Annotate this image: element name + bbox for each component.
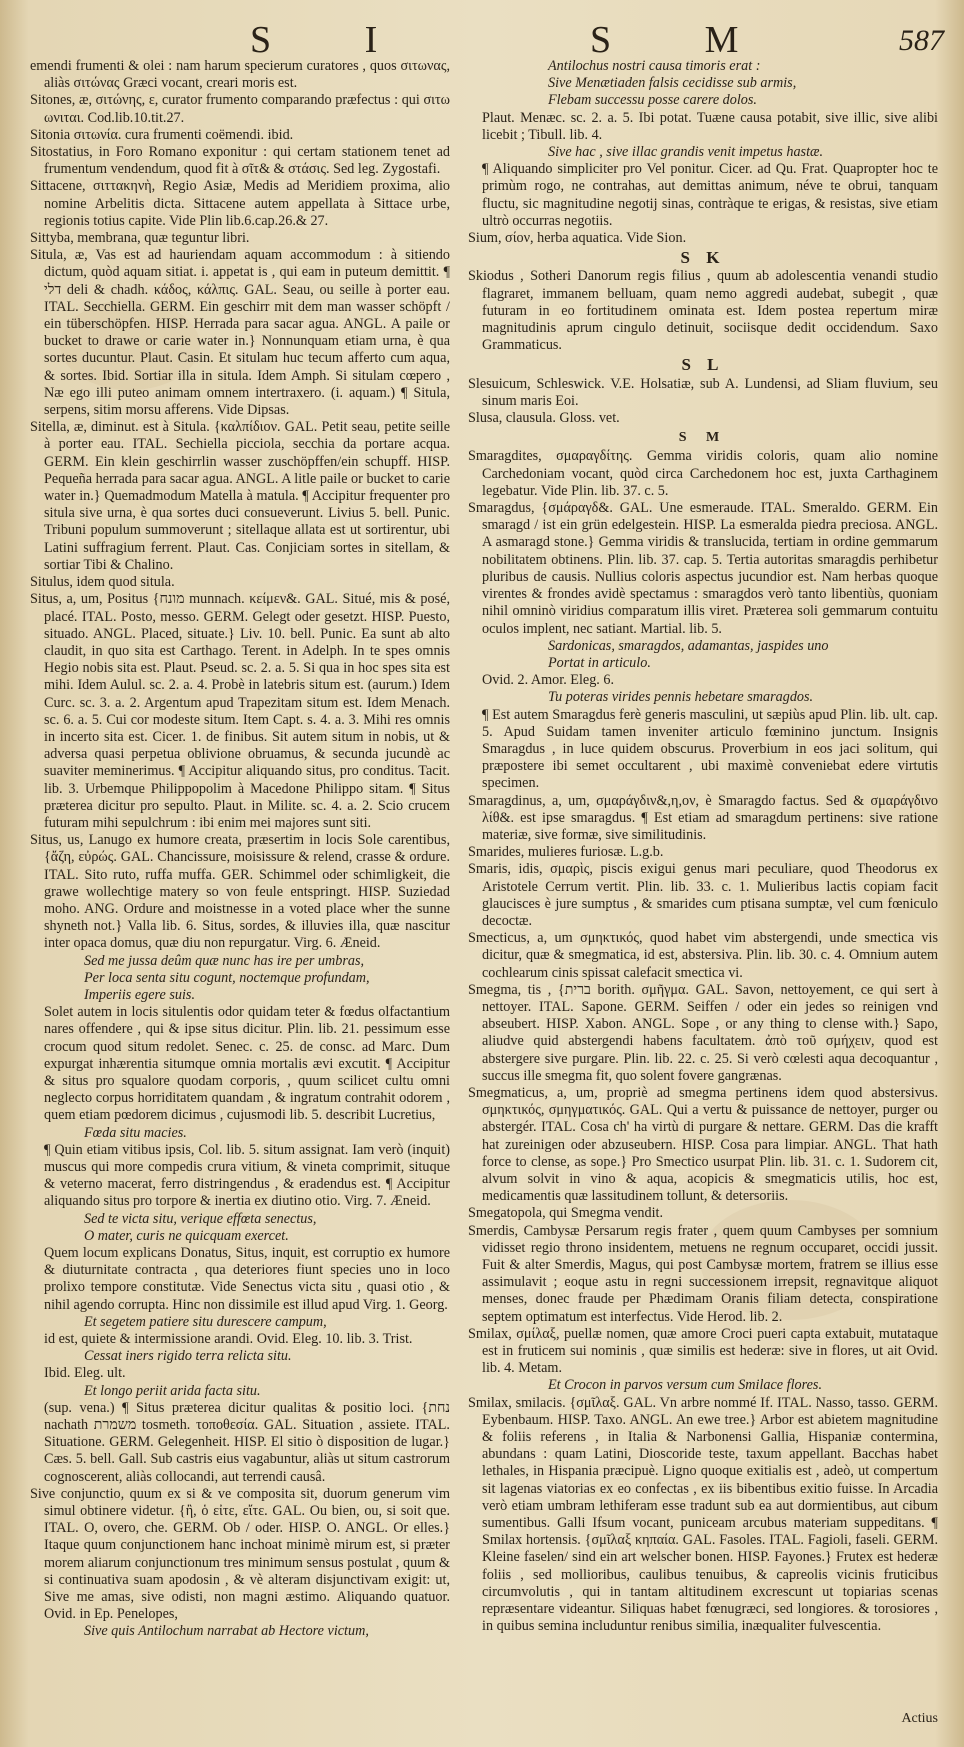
dictionary-entry: id est, quiete & intermissione arandi. Ovid. Eleg. 10. lib. 3. Trist. <box>44 1331 413 1348</box>
dictionary-entry: (sup. vena.) ¶ Situs præterea dicitur qualitas & positio loci. {נחת nachath משמרת tosmeth. τοποθεσία. GAL. Situation , assiete. ITAL. Situatione. GERM. Gelegenheit. HISP. El sitio ò disposition de lugar.} Cæs. 5. bell. Gall. Sub castris eius vagabuntur, aliàs ut situm castrorum cognoscerent, aliàs collocandi, aut terrendi causâ. <box>44 1399 450 1485</box>
dictionary-entry: Sitones, æ, σιτώνης, ε, curator frumento comparando præfectus : qui σιτω ωνιται. Cod.lib.10.tit.27. <box>30 92 450 126</box>
section-heading: S K <box>680 248 726 268</box>
dictionary-entry: Sium, σίον, herba aquatica. Vide Sion. <box>468 230 687 247</box>
dictionary-entry: Solet autem in locis situlentis odor quidam teter & fœdus olfactantium nares offendere , qui & ipse situs dicitur. Plin. lib. 21. pessimum esse crocum quod situm redolet. Senec. c. 25. de consc. ad Marc. Dum expurgat inhærentia situmque omnia mortalis ævi excutit. ¶ Accipitur & situs pro squalore quodam corporis, , quum scilicet cultu omni neglecto corpus horriditatem quandam , & ingratum contrahit odorem , quem etiam pœdorem dicimus , cujusmodi lib. 5. describit Lucretius, <box>44 1004 450 1124</box>
dictionary-entry: Situs, a, um, Positus {מונח munnach. κείμεν&. GAL. Situé, mis & posé, placé. ITAL. Posto, messo. GERM. Gelegt oder gesetzt. HISP. Puesto, situado. ANGL. Placed, situate.} Liv. 10. bell. Punic. Ea sunt ab alto claudit, in quo sita est Carthago. Terent. in Adelph. In te spes omnis Hegio nobis sita est. Plaut. Pseud. sc. 2. a. 5. Si qua in hoc spes sita est mihi. Idem Aulul. sc. 2. a. 4. Probè in latebris situm est. (aurum.) Idem Curc. sc. 3. a. 2. Argentum apud Trapezitam situm est. Idem Menach. sc. 6. a. 5. Cui cor modeste situm. Item Capt. s. 4. a. 3. Mihi res omnis in incerto sita est. Cicer. 1. de finibus. Sit autem situm in nobis, ut & adversa quasi perpetua oblivione obruamus, & secunda jucundè ac suaviter meminerimus. ¶ Accipitur aliquando situs, pro conditus. Tacit. lib. 3. Urbemque Philippopolim à Macedone Philippo sitam. ¶ Situs præterea dicitur pro sepulto. Plaut. in Milite. sc. 4. a. 2. Scio crucem futuram mihi sepulchrum : ibi enim mei majores sunt siti. <box>30 591 450 831</box>
dictionary-entry: Situla, æ, Vas est ad hauriendam aquam accommodum : à sitiendo dictum, quòd aquam sitiat. i. appetat is , qui eam in puteum demittit. ¶ דלי deli & chadh. κάδος, κάλπις. GAL. Seau, ou seille à porter eau. ITAL. Secchiella. GERM. Ein geschirr mit dem man wasser schöpft / ein tüberschöpfen. HISP. Herrada para sacar agua. ANGL. A paile or bucket to drawe or carie water in.} Nonnunquam etiam urna, è qua sortes ducuntur. Plaut. Casin. Et situlam huc tecum afferto cum aqua, & sortes. Ibid. Sortiar illa in situla. Idem Amph. Si situlam cœpero , Næ ego illi puteo animam omnem intertraxero. (i. aquam.) ¶ Situla, serpens, sitim morsu afferens. Vide Dipsas. <box>30 247 450 419</box>
dictionary-entry: Smaragdus, {σμάραγδ&. GAL. Une esmeraude. ITAL. Smeraldo. GERM. Ein smaragd / ist ein grün edelgestein. HISP. La esmeralda piedra preciosa. ANGL. A asmaragd stone.} Gemma viridis & translucida, tertiam in ordine gemmarum nobilitatem obtinens. Plin. lib. 37. cap. 5. Tertia autoritas smaragdis perhibetur pluribus de causis. Nullius coloris aspectus jucundior est. Nam herbas quoque virentes & frondes avidè spectamus : smaragdos verò tanto libentiùs, quoniam nihil omninò viridius comparatum illis viret. Præterea soli gemmarum contuitu oculos implent, nec satiant. Martial. lib. 5. <box>468 500 938 637</box>
dictionary-entry: Smegma, tis , {ברית borith. σμῆγμα. GAL. Savon, nettoyement, ce qui sert à nettoyer. ITAL. Sapone. GERM. Seiffen / oder ein jedes so reinigen vnd abseubert. HISP. Xabon. ANGL. Sope , or any thing to clense with.} Sapo, aliudve quid abstergendi habens facultatem. ἀπὸ τοῦ σμήχειν, quod est abstergere sive purgare. Plin. lib. 22. c. 25. Si verò cœlesti aqua decoquantur , succus ille smegma fit, quo solent fovere gangrænas. <box>468 981 938 1084</box>
dictionary-entry: Smarides, mulieres furiosæ. L.g.b. <box>468 844 664 861</box>
dictionary-entry: Smegatopola, qui Smegma vendit. <box>468 1205 664 1222</box>
dictionary-entry: Sittyba, membrana, quæ teguntur libri. <box>30 230 250 247</box>
header-right: S M <box>590 19 781 61</box>
page-number: 587 <box>899 24 944 57</box>
dictionary-entry: Smaragdinus, a, um, σμαράγδιν&,η,ον, è Smaragdo factus. Sed & σμαράγδινο λίθ&. est ipse smaragdus. ¶ Est etiam ad smaragdum pertinens: sive ratione materiæ, sive formæ, sive similitudinis. <box>468 792 938 843</box>
dictionary-entry: Smilax, smilacis. {σμῖλαξ. GAL. Vn arbre nommé If. ITAL. Nasso, tasso. GERM. Eybenbaum. HISP. Taxo. ANGL. An ewe tree.} Arbor est abietem magnitudine & foliis referens , in Italia & Narbonensi Gallia, Hispaniæ contermina, abundans : quam Latini, Dioscoride teste, taxum appellant. Bacchas habet lethales, in Hispania præcipuè. Ligno quoque exitialis est , adeò, ut compertum sit lagenas viatorias ex eo confectas , ex iis bibentibus exitio fuisse. In Arcadia verò etiam umbram lethiferam esse tradunt sub ea aut dormientibus, aut cibum sumentibus. Galli Ifsum vocant, puniceam arcubus materiam suppeditans. ¶ Smilax hortensis. {σμῖλαξ κηπαία. GAL. Fasoles. ITAL. Fagioli, faseli. GERM. Kleine faselen/ sind ein art welscher bonen. HISP. Fayones.} Frutex est hederæ foliis , sed mollioribus, caulibus tenuibus, & capreolis vicinis fruticibus circumvolutis , qui in tantam altitudinem excrescunt ut topiarias scenas repræsentare videantur. Siliquas habet fœnugræci, sed longiores. & torosiores , in quibus semina includuntur renibus similia, inæqualiter fulvescentia. <box>468 1394 938 1635</box>
dictionary-entry: Sitostatius, in Foro Romano exponitur : qui certam stationem tenet ad frumentum vendendum, quod fit à σῖτ& & στάσις. Sed leg. Zygostafi. <box>30 144 450 178</box>
dictionary-entry: Sive conjunctio, quum ex si & ve composita sit, duorum generum vim simul obtinere videtur. {ἢ, ὁ εἰτε, εἴτε. GAL. Ou bien, ou, si soit que. ITAL. O, overo, che. GERM. Ob / oder. HISP. O. ANGL. Or elles.} Itaque quum conjunctionem hanc inchoat minimè mirum est, si præter morem aliarum conjunctionum tres minimum sensus postulat , quum & si continuativa suam apodosin , & vè alteram disjunctivam exigit: ut, Sive me amas, sive odisti, non magni æstimo. Aliquando quatuor. Ovid. in Ep. Penelopes, <box>30 1485 450 1623</box>
catchword: Actius <box>901 1711 938 1726</box>
verse-quote: Flebam successu posse carere dolos. <box>548 92 757 109</box>
verse-quote: Antilochus nostri causa timoris erat : <box>548 58 761 74</box>
dictionary-entry: ¶ Aliquando simpliciter pro Vel ponitur. Cicer. ad Qu. Frat. Quapropter hoc te primùm rogo, ne contrahas, aut demittas animum, néve te obrui, tanquam fluctu, sic magnitudine negotij sinas, contràque te erigas, & resistas, sive etiam ultrò occurras negotiis. <box>482 161 938 229</box>
left-column <box>30 58 450 1641</box>
verse-quote: Et Crocon in parvos versum cum Smilace flores. <box>548 1377 822 1394</box>
dictionary-entry: Sitella, æ, diminut. est à Situla. {καλπίδιον. GAL. Petit seau, petite seille à porter eau. ITAL. Sechiella picciola, secchia da portare acqua. GERM. Ein klein geschirrlin wasser zuschöpffen/ein schupff. HISP. Pequeña herrada para sacar agua. ANGL. A litle paile or bucket to carie water in.} Quemadmodum Matella à matula. ¶ Accipitur frequenter pro situla sive urna, è qua sortes duci consueverunt. Livius 5. bell. Punic. Tribuni populum summoverunt ; sitellaque allata est ut sortirentur, ubi Latini suffragium ferrent. Plaut. Cas. Conjiciam sortes in sitellam, & sortiar Tibi & Chalino. <box>30 419 450 573</box>
header-left: S I <box>250 19 420 61</box>
verse-quote: Imperiis egere suis. <box>84 986 195 1003</box>
verse-quote: Sardonicas, smaragdos, adamantas, jaspides uno <box>548 637 829 654</box>
verse-quote: Et longo periit arida facta situ. <box>84 1382 261 1399</box>
verse-quote: Per loca senta situ cogunt, noctemque profundam, <box>84 969 370 986</box>
right-column <box>468 58 938 1635</box>
dictionary-entry: ¶ Quin etiam vitibus ipsis, Col. lib. 5. situm assignat. Iam verò (inquit) muscus qui more compedis crura vitium, & vineta comprimit, situque & veterno macerat, ferro distringendus , & eradendus est. ¶ Accipitur aliquando situs pro torpore & inertia ex diutino otio. Virg. 7. Æneid. <box>44 1141 450 1210</box>
dictionary-entry: Plaut. Menæc. sc. 2. a. 5. Ibi potat. Tuæne causa potabit, sive illic, sive alibi licebit ; Tibull. lib. 4. <box>482 109 938 143</box>
verse-quote: Et segetem patiere situ durescere campum, <box>84 1313 327 1330</box>
dictionary-entry: Smegmaticus, a, um, propriè ad smegma pertinens idem quod abstersivus. σμηκτικός, σμηγματικός. GAL. Qui a vertu & puissance de nettoyer, purger ou abstergér. ITAL. Cosa ch' ha virtù di purgare & nettare. GERM. Das die krafft hat zureinigen oder abzuseubern. HISP. Cosa para limpiar. ANGL. That hath force to clense, as sope.} Pro Smectico usurpat Plin. lib. 31. c. 1. Sudorem cit, alvum solvit in vino & aqua, acopicis & smegmaticis utilis, hoc est, medicamentis quæ lassitudinem tollunt, & detersoriis. <box>468 1084 938 1205</box>
verse-quote: Cessat iners rigido terra relicta situ. <box>84 1348 292 1365</box>
verse-quote: Tu poteras virides pennis hebetare smaragdos. <box>548 689 814 706</box>
dictionary-entry: emendi frumenti & olei : nam harum specierum curatores , quos σιτωνας, aliàs σιτώνας Græci vocant, creari moris est. <box>30 58 450 92</box>
verse-quote: Portat in articulo. <box>548 654 651 671</box>
verse-quote: Sed me jussa deûm quæ nunc has ire per umbras, <box>84 952 365 969</box>
dictionary-entry: Slesuicum, Schleswick. V.E. Holsatiæ, sub A. Lundensi, ad Sliam fluvium, seu sinum maris Eoi. <box>468 375 938 409</box>
section-heading: S L <box>681 355 725 375</box>
verse-quote: Sed te victa situ, verique effœta senectus, <box>84 1210 317 1227</box>
dictionary-entry: Smaris, idis, σμαρὶς, piscis exigui genus mari peculiare, quod Theodorus ex Aristotele Cerrum vertit. Plin. lib. 33. c. 1. Mulieribus lactis copiam facit glaucisces è jure sumptus , & smarides cum ptisana sumptæ, vel cum fœniculo decoctæ. <box>468 861 938 929</box>
dictionary-entry: Ovid. 2. Amor. Eleg. 6. <box>482 672 615 689</box>
verse-quote: Fœda situ macies. <box>84 1124 187 1141</box>
dictionary-entry: Sitonia σιτωνία. cura frumenti coëmendi. ibid. <box>30 126 294 143</box>
verse-quote: O mater, curis ne quicquam exercet. <box>84 1227 289 1244</box>
dictionary-entry: Quem locum explicans Donatus, Situs, inquit, est corruptio ex humore & diuturnitate contracta , qua deteriores fiunt species uno in loco prolixo tempore constitutæ. Vide Senectus victa situ , quasi otio , & nihil agendo corrupta. Hinc non dissimile est illud apud Virg. 1. Georg. <box>44 1245 450 1313</box>
dictionary-entry: Smaragdites, σμαραγδίτης. Gemma viridis coloris, quam alio nomine Carchedoniam vocant, quòd circa Carchedonem hoc est, juxta Carthaginem legebatur. Vide Plin. lib. 37. c. 5. <box>468 448 938 499</box>
dictionary-entry: Smerdis, Cambysæ Persarum regis frater , quem quum Cambyses per somnium vidisset regio throno insidentem, metuens ne regnum occuparet, occidi jussit. Fuit & alter Smerdis, Magus, qui post Cambysæ mortem, fratrem se illius esse assimulavit ; eoque astu in regni successionem irrepsit, regnavitque aliquot menses, donec fraude per Phædimam Oranis filiam detecta, conspiratione septem optimatum est interfectus. Vide Herod. lib. 2. <box>468 1222 938 1325</box>
dictionary-entry: Slusa, clausula. Gloss. vet. <box>468 410 620 427</box>
dictionary-entry: Situlus, idem quod situla. <box>30 574 175 591</box>
verse-quote: Sive Menætiaden falsis cecidisse sub armis, <box>548 75 797 92</box>
verse-quote: Sive quis Antilochum narrabat ab Hectore victum, <box>84 1623 369 1640</box>
dictionary-entry: Situs, us, Lanugo ex humore creata, præsertim in locis Sole carentibus, {ἄζη, εὐρώς. GAL. Chancissure, moisissure & relend, crasse & ordure. ITAL. Sito ruto, ruffa muffa. GER. Schimmel oder schimligkeit, die grawe wollechtige matery so von feule entspringt. HISP. Suziedad moho. ANG. Ordure and moistnesse in a voted place wher the sunne shyneth not.} Valla lib. 6. Situs, sordes, & illuvies illa, quæ nascitur inter opaca domus, quæ diu non repurgatur. Virg. 6. Æneid. <box>30 832 450 952</box>
dictionary-entry: Smilax, σμίλαξ, puellæ nomen, quæ amore Croci pueri capta extabuit, mutataque est in fruticem sui nominis , quæ similis est hederæ: sive in flores, ut ait Ovid. lib. 4. Metam. <box>468 1325 938 1377</box>
dictionary-entry: Ibid. Eleg. ult. <box>44 1365 126 1382</box>
dictionary-entry: Skiodus , Sotheri Danorum regis filius , quum ab adolescentia venandi studio flagraret, immanem belluam, quam nemo aggredi audebat, subegit , quæ futuram in eo fortitudinem ominata est. Idem postea repertum miræ magnitudinis aprum cingulo detinuit, sociisque dedit occidendum. Saxo Grammaticus. <box>468 268 938 354</box>
dictionary-entry: Smecticus, a, um σμηκτικός, quod habet vim abstergendi, unde smectica vis dicitur, quæ & smegmatica, id est, abstersiva. Plin. lib. 30. c. 4. Omnium autem cochlearum cinis spissat calefacit smectica vi. <box>468 930 938 981</box>
verse-quote: Sive hac , sive illac grandis venit impetus hastæ. <box>548 144 824 161</box>
dictionary-entry: ¶ Est autem Smaragdus ferè generis masculini, ut sæpiùs apud Plin. lib. ult. cap. 5. Apud Suidam tamen inveniter articulo fœminino junctum. Insignis Smaragdus , in luce quidem obscurus. Proverbium in eos jaci solitum, qui præpostere ibi semet occultarent , ubi maximè conveniebat edere virtutis specimen. <box>482 706 938 792</box>
section-heading: S M <box>678 430 728 446</box>
dictionary-entry: Sittacene, σιττακηνὴ, Regio Asiæ, Medis ad Meridiem proxima, alio nomine Arbelitis dicta. Sittacene autem appellata à Sittace urbe, regionis totius capite. Vide Plin lib.6.cap.26.& 27. <box>30 178 450 229</box>
